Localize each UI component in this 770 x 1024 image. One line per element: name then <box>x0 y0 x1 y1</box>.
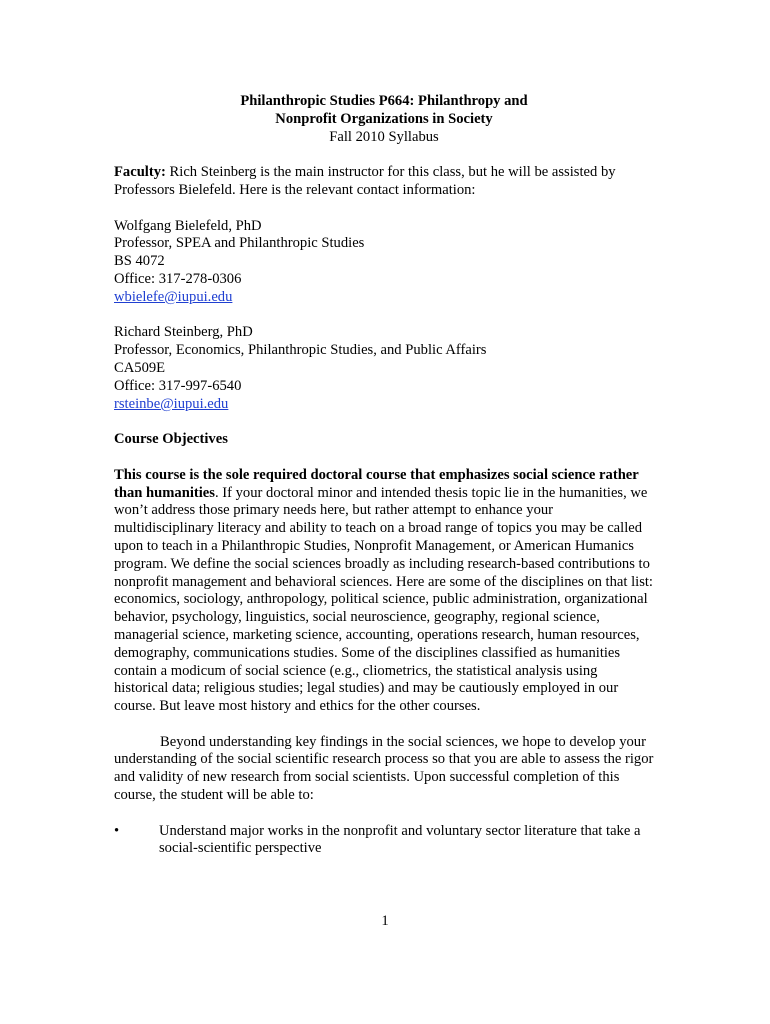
contact-block-steinberg <box>114 324 654 413</box>
spacer <box>114 307 654 325</box>
title-line-3: Fall 2010 Syllabus <box>329 128 439 145</box>
objectives-intro-bold: This course is the sole required doctoral course that emphasizes social science rather than humanities <box>114 466 639 501</box>
list-item <box>114 823 654 859</box>
faculty-label: Faculty: <box>114 164 166 181</box>
contact-office-phone: Office: 317-997-6540 <box>114 377 242 394</box>
faculty-text: Rich Steinberg is the main instructor for this class, but he will be assisted by Professors Bielefeld. Here is the relevant contact information: <box>114 164 616 198</box>
contact-email-link[interactable]: rsteinbe@iupui.edu <box>114 395 229 412</box>
syllabus-page <box>114 93 654 858</box>
contact-email-link[interactable]: wbielefe@iupui.edu <box>114 288 233 305</box>
document-subtitle <box>114 129 654 147</box>
contact-title: Professor, Economics, Philanthropic Studies, and Public Affairs <box>114 342 487 359</box>
spacer <box>114 200 654 218</box>
contact-room: CA509E <box>114 359 166 376</box>
spacer <box>114 449 654 467</box>
document-title <box>114 93 654 129</box>
spacer <box>114 413 654 431</box>
title-line-2: Nonprofit Organizations in Society <box>275 110 493 127</box>
bullet-text: Understand major works in the nonprofit and voluntary sector literature that take a social-scientific perspective <box>159 822 641 857</box>
spacer <box>114 716 654 734</box>
contact-title: Professor, SPEA and Philanthropic Studies <box>114 235 365 252</box>
page-number: 1 <box>381 913 389 929</box>
contact-block-bielefeld <box>114 218 654 307</box>
objectives-intro-text: . If your doctoral minor and intended thesis topic lie in the humanities, we won’t address those primary needs here, but rather attempt to enhance your multidisciplinary literacy and ability to teach on a broad range of topics you may be called upon to teach in a Philanthropic Studies, Nonprofit Management, or American Humanics program. We define the social sciences broadly as including research-based contributions to nonprofit management and behavioral sciences. Here are some of the disciplines on that list: economics, sociology, anthropology, political science, public administration, organizational behavior, psychology, linguistics, social neuroscience, geography, regional science, managerial science, marketing science, accounting, operations research, human resources, demography, communications studies. Some of the disciplines classified as humanities contain a modicum of social science (e.g., cliometrics, the statistical analysis using historical data; religious studies; legal studies) and may be cautiously employed in our course. But leave most history and ethics for the other courses. <box>114 484 653 715</box>
section-heading-course-objectives: Course Objectives <box>114 431 228 448</box>
bullet-icon: • <box>114 822 120 839</box>
research-process-paragraph: Beyond understanding key findings in the social sciences, we hope to develop your understanding of the social scientific research process so that you are able to assess the rigor and validity of new research from social scientists. Upon successful completion of this course, the student will be able to: <box>114 733 654 804</box>
title-line-1: Philanthropic Studies P664: Philanthropy and <box>240 93 528 109</box>
spacer <box>114 805 654 823</box>
spacer <box>114 146 654 164</box>
contact-name: Wolfgang Bielefeld, PhD <box>114 217 262 234</box>
objectives-paragraph <box>114 467 654 716</box>
contact-office-phone: Office: 317-278-0306 <box>114 270 242 287</box>
contact-name: Richard Steinberg, PhD <box>114 324 253 341</box>
faculty-paragraph <box>114 164 654 200</box>
contact-room: BS 4072 <box>114 253 165 270</box>
